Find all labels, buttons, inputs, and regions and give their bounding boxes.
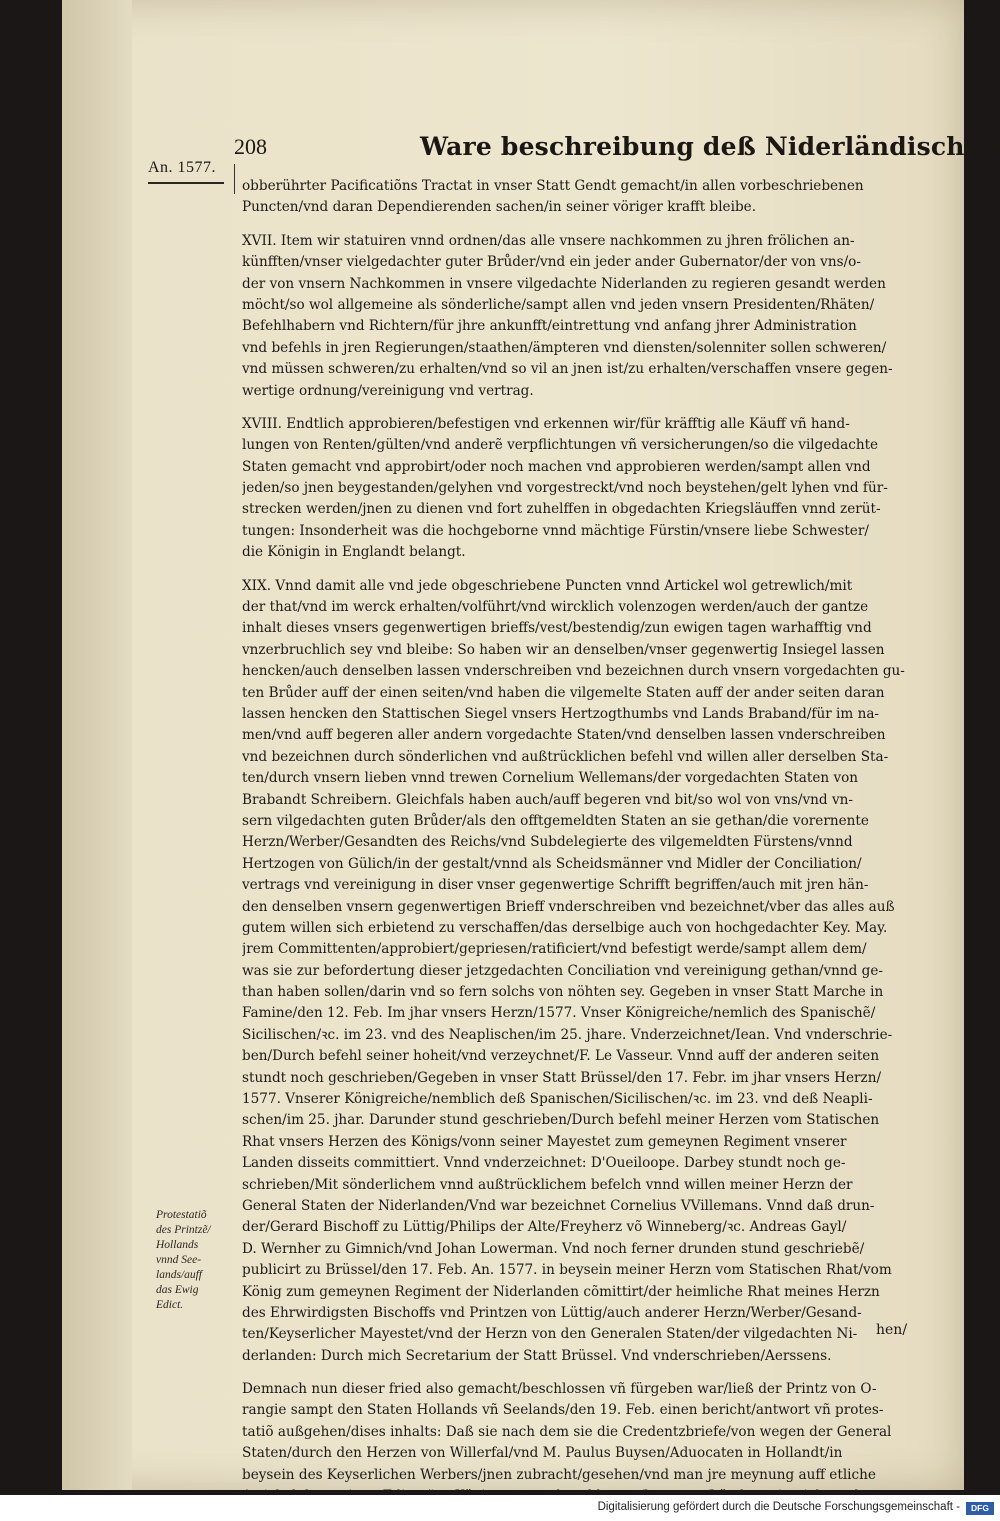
text-line: Befehlhabern vnd Richtern/für jhre ankunfft/eintrettung vnd anfang jhrer Administration [242,318,857,335]
paragraph-gap [242,402,930,414]
paragraph [242,176,930,219]
margin-rule [234,164,235,194]
text-line: jrem Committenten/approbiert/gepriesen/ratificiert/vnd befestigt werde/sampt allem dem/ [242,941,867,958]
text-line: ten/durch vnsern lieben vnnd trewen Cornelium Wellemans/der vorgedachten Staten von [242,770,859,787]
paragraph [242,1379,930,1507]
text-line: was sie zur befordertung dieser jetzgedachten Conciliation vnd vereinigung gethan/vnnd ge- [242,962,884,979]
text-line: den denselben vnsern gegenwertigen Brieff vnderschreiben vnd bezeichnet/vber das alles auß [242,898,895,915]
text-line: than haben sollen/darin vnd so fern solchs von nöhten sey. Gegeben in vnser Statt Marche in [242,984,884,1001]
marginal-note-line: des Printzẽ/ [156,1224,211,1236]
text-line: inhalt dieses vnsers gegenwertigen brieffs/vest/bestendig/zun ewigen tagen warhafftig vnd [242,620,872,637]
paragraph-gap [242,1367,930,1379]
text-line: tatiõ außgehen/dises inhalts: Daß sie nach dem sie die Credentzbriefe/von wegen der General [242,1423,892,1440]
text-line: der/Gerard Bischoff zu Lüttig/Philips der Alte/Freyherz võ Winneberg/ꝛc. Andreas Gayl/ [242,1219,847,1236]
text-line: 1577. Vnserer Königreiche/nemblich deß Spanischen/Sicilischen/ꝛc. im 23. vnd deß Neapli- [242,1091,873,1108]
text-line: beysein des Keyserlichen Werbers/jnen zubracht/gesehen/vnd man jre meynung auff etliche [242,1466,876,1483]
text-line: General Staten der Niderlanden/Vnd war bezeichnet Cornelius VVillemans. Vnnd daß drun- [242,1197,875,1214]
text-line: Hertzogen von Gülich/in der gestalt/vnnd als Scheidsmänner vnd Midler der Conciliation/ [242,855,862,872]
footer-bar [0,1495,1000,1521]
text-line: derlanden: Durch mich Secretarium der Statt Brüssel. Vnd vnderschrieben/Aerssens. [242,1347,832,1364]
text-line: ten Brůder auff der einen seiten/vnd haben die vilgemelte Staten auff der ander seiten daran [242,684,885,701]
text-line: sern vilgedachten guten Brůder/als den offtgemeldten Staten an sie gethan/die vorernente [242,812,869,829]
text-line: stundt noch geschrieben/Gegeben in vnser Statt Brüssel/den 17. Febr. im jhar vnsers Herzn/ [242,1069,882,1086]
text-line: tungen: Insonderheit was die hochgeborne vnnd mächtige Fürstin/vnsere liebe Schwester/ [242,522,869,539]
page-number: 208 [234,134,267,159]
marginal-note-line: das Ewig [156,1284,199,1296]
text-line: vertrags vnd vereinigung in diser vnser gegenwertige Schrifft begriffen/auch mit jren hän- [242,877,869,894]
paragraph-gap [242,564,930,576]
text-line: ben/Durch befehl seiner hoheit/vnd verzeychnet/F. Le Vasseur. Vnnd auff der anderen seiten [242,1048,880,1065]
marginal-note-line: vnnd See- [156,1254,202,1266]
page-header [234,132,1000,164]
text-line: XVIII. Endtlich approbieren/befestigen vnd erkennen wir/für kräfftig alle Käuff vñ hand- [242,415,850,432]
text-line: Sicilischen/ꝛc. im 23. vnd des Neaplischen/im 25. jhare. Vnderzeichnet/Iean. Vnd vnderschrie- [242,1026,893,1043]
text-line: möcht/so wol allgemeine als sönderliche/sampt allen vnd jeden vnsern Presidenten/Rhäten/ [242,296,875,313]
text-line: schrieben/Mit sönderlichem vnnd außtrücklichem befelch vnnd willen meiner Herzn der [242,1176,853,1193]
paragraph [242,576,930,1367]
text-line: König zum gemeynen Regiment der Niderlanden cõmittirt/der heimliche Rhat meines Herzn [242,1283,880,1300]
marginal-note-line: Hollands [156,1239,199,1251]
text-line: des Ehrwirdigsten Bischoffs vnd Printzen von Lüttig/auch anderer Herzn/Werber/Gesand- [242,1304,862,1321]
text-line: schen/im 25. jhar. Darunder stund geschrieben/Durch befehl meiner Herzen vom Statischen [242,1112,880,1129]
year-rule [148,182,224,184]
paragraph [242,231,930,402]
text-line: künfften/vnser vielgedachter guter Brůder/vnd ein jeder ander Gubernator/der von vns/o- [242,254,861,271]
text-line: Famine/den 12. Feb. Im jhar vnsers Herzn/1577. Vnser Königreiche/nemlich des Spanischẽ/ [242,1005,876,1022]
footer-credit: Digitalisierung gefördert durch die Deutsche Forschungsgemeinschaft - [597,1501,960,1513]
text-line: strecken werden/jnen zu dienen vnd fort zuhelffen in obgedachten Kriegsläuffen vnnd zerüt- [242,501,881,518]
text-line: ten/Keyserlicher Mayestet/vnd der Herzn von den Generalen Staten/der vilgedachten Ni- [242,1326,858,1343]
paragraph [242,414,930,564]
text-line: lungen von Renten/gülten/vnd anderẽ verpflichtungen vñ versicherungen/so die vilgedachte [242,437,879,454]
text-line: Landen disseits committiert. Vnnd vnderzeichnet: D'Oueiloope. Darbey stundt noch ge- [242,1155,846,1172]
text-line: hencken/auch denselben lassen vnderschreiben vnd bezeichnen durch vnsern vorgedachten gu- [242,663,905,680]
page-edge [62,0,132,1490]
text-line: jeden/so jnen beygestanden/gelyhen vnd vorgestreckt/vnd noch beystehen/gelt lyhen vnd für- [242,480,888,497]
body-text [242,176,930,1507]
text-line: vnd befehls in jren Regierungen/staathen/ämpteren vnd diensten/solenniter sollen schweren/ [242,339,887,356]
catchword: hen/ [876,1322,908,1338]
text-line: der von vnsern Nachkommen in vnsere vilgedachte Niderlanden zu regieren gesandt werden [242,275,886,292]
text-line: XVII. Item wir statuiren vnnd ordnen/das alle vnsere nachkommen zu jhren frölichen an- [242,232,855,249]
text-line: Staten gemacht vnd approbirt/oder noch machen vnd approbieren werden/sampt allen vnd [242,458,871,475]
text-line: Brabandt Schreibern. Gleichfals haben auch/auff begeren vnd bit/so wol von vns/vnd vn- [242,791,853,808]
year-label: An. 1577. [148,159,217,176]
text-line: Rhat vnsers Herzen des Königs/vonn seiner Mayestet zum gemeynen Regiment vnserer [242,1133,847,1150]
text-line: Puncten/vnd daran Dependierenden sachen/in seiner vöriger krafft bleibe. [242,199,757,216]
marginal-note [156,1208,236,1313]
text-line: die Königin in Englandt belangt. [242,544,466,561]
marginal-note-line: Protestatiõ [156,1209,207,1221]
paragraph-gap [242,219,930,231]
running-title: Ware beschreibung deß Niderländischen [420,132,1000,161]
text-line: Staten/durch den Herzen von Willerfal/vnd M. Paulus Buysen/Aduocaten in Hollandt/in [242,1445,843,1462]
marginal-note-line: lands/auff [156,1269,203,1281]
text-line: D. Wernher zu Gimnich/vnd Johan Lowerman. Vnd noch ferner drunden stund geschriebẽ/ [242,1240,865,1257]
text-line: Herzn/Werber/Gesandten des Reichs/vnd Subdelegierte des vilgemeldten Fürstens/vnnd [242,834,853,851]
dfg-logo-icon: DFG [966,1502,994,1515]
text-line: obberührter Pacificatiõns Tractat in vnser Statt Gendt gemacht/in allen vorbeschriebenen [242,178,864,194]
text-line: publicirt zu Brüssel/den 17. Feb. An. 1577. in beysein meiner Herzn vom Statischen Rhat/vom [242,1262,892,1279]
text-line: gutem willen sich erbietend zu verschaffen/das derselbige auch von hochgedachter Key. May. [242,919,888,936]
text-line: wertige ordnung/vereinigung vnd vertrag. [242,382,534,399]
text-line: lassen hencken den Stattischen Siegel vnsers Hertzogthumbs vnd Lands Braband/für im na- [242,705,880,722]
text-line: Demnach nun dieser fried also gemacht/beschlossen vñ fürgeben war/ließ der Printz von O- [242,1381,877,1398]
text-line: XIX. Vnnd damit alle vnd jede obgeschriebene Puncten vnnd Artickel wol getrewlich/mit [242,577,853,594]
text-line: men/vnd auff begeren aller andern vorgedachte Staten/vnd denselben lassen vnderschreiben [242,727,886,744]
text-line: vnzerbruchlich sey vnd bleibe: So haben wir an denselben/vnser gegenwertig Insiegel lassen [242,641,885,658]
marginal-note-line: Edict. [156,1299,184,1311]
text-line: rangie sampt den Staten Hollands vñ Seelands/den 19. Feb. einen bericht/antwort vñ protes- [242,1402,884,1419]
text-line: vnd bezeichnen durch sönderlichen vnd außtrücklichen befehl vnd willen aller derselben Sta- [242,748,889,765]
text-line: der that/vnd im werck erhalten/volführt/vnd wircklich volenzogen werden/auch der gantze [242,599,869,616]
text-line: vnd müssen schweren/zu erhalten/vnd so vil an jnen ist/zu erhalten/verschaffen vnsere gegen- [242,361,893,378]
